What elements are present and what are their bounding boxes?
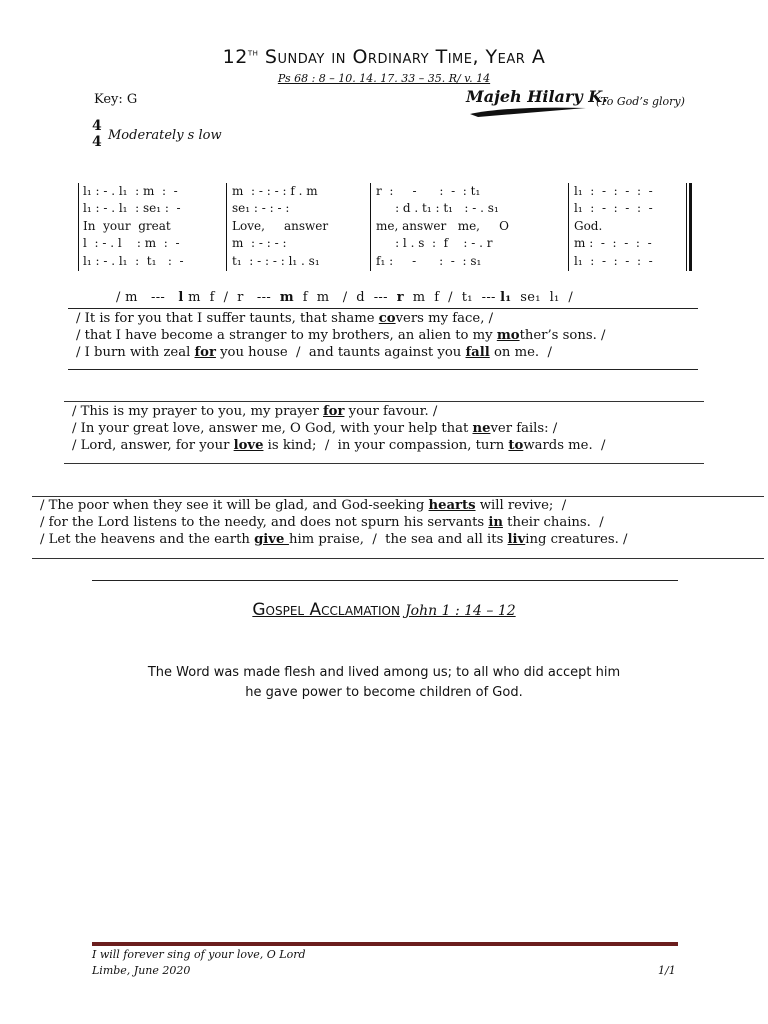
score-row [78,253,692,270]
score-row [78,235,692,252]
verse-text: / that I have become a stranger to my brothers, an alien to my [76,328,497,343]
score-cell: se₁ : - : - : [232,201,290,216]
score-cell: l₁ : - . l₁ : m : - [83,184,178,198]
verse-text: you house / and taunts against you [215,345,466,360]
psalm-reference: Ps 68 : 8 – 10. 14. 17. 33 – 35. R/ v. 14 [277,72,491,85]
score-row [78,218,692,235]
verse-text: ing creatures. / [525,532,628,547]
tempo-marking: Moderately s low [108,128,222,143]
score-cell: : d . t₁ : t₁ : - . s₁ [376,201,499,216]
verse-line [76,310,605,327]
key-signature: Key: G [94,92,138,107]
score-cell: m : - : - : - [574,236,652,251]
verse-text: / for the Lord listens to the needy, and does not spurn his servants [40,515,489,530]
verse-text: wards me. / [523,438,606,453]
score-cell: In your great [83,218,171,233]
score-cell: me, answer me, O [376,218,509,233]
score-cell: God. [574,218,603,233]
accented-syllable: for [194,345,216,360]
verse-line [72,403,606,420]
gospel-acclamation-title: Gospel Acclamation [252,600,400,620]
verse-line [40,514,627,531]
acclamation-line: he gave power to become children of God. [245,685,523,700]
verse-text: is kind; / in your compassion, turn [263,438,509,453]
accented-syllable: mo [496,328,520,343]
verse-text: will revive; / [475,498,567,513]
accent-note: l₁ [500,290,512,305]
refrain-solfa [116,290,573,305]
solfa-text: / m --- [116,290,179,305]
divider [64,463,704,464]
score-cell: r : - : - : t₁ [376,184,481,198]
accent-note: m [279,290,294,305]
dedication: (To God’s glory) [596,95,685,108]
verse-text: your favour. / [344,404,438,419]
verse-line [76,327,605,344]
stanza-1 [76,310,605,361]
acclamation-line: The Word was made flesh and lived among us; to all who did accept him [147,665,621,680]
accented-syllable: ne [472,421,491,436]
section-divider [92,580,678,581]
footer-place-date: Limbe, June 2020 [92,964,191,977]
verse-text: ther’s sons. / [519,328,606,343]
accented-syllable: co [378,311,396,326]
score-cell: m : - : - : f . m [232,184,318,198]
verse-text: / The poor when they see it will be glad, and God-seeking [40,498,429,513]
accent-note: l [178,290,184,305]
verse-line [40,497,627,514]
verse-text: / Lord, answer, for your [72,438,234,453]
accented-syllable: hearts [428,498,476,513]
solfa-text: m f / r --- [183,290,280,305]
footer-motto: I will forever sing of your love, O Lord [92,948,306,961]
divider [32,558,764,559]
verse-text: / It is for you that I suffer taunts, that shame [76,311,379,326]
solfa-text: f m / d --- [293,290,397,305]
accent-note: r [396,290,404,305]
score-cell: t₁ : - : - : l₁ . s₁ [232,253,320,268]
verse-text: him praise, / the sea and all its [288,532,508,547]
page-title: 12th Sunday in Ordinary Time, Year A [222,46,546,68]
score-cell: : l . s : f : - . r [376,236,493,251]
solfa-score [78,183,692,271]
verse-text: / This is my prayer to you, my prayer [72,404,323,419]
divider [64,401,704,402]
score-cell: f₁ : - : - : s₁ [376,253,482,268]
score-cell: Love, answer [232,218,329,233]
verse-text: vers my face, / [395,311,494,326]
accented-syllable: fall [465,345,490,360]
accented-syllable: give [254,532,289,547]
verse-line [76,344,605,361]
verse-text: on me. / [489,345,552,360]
score-row [78,200,692,217]
verse-line [72,420,606,437]
gospel-acclamation-text [0,663,768,703]
verse-text: / In your great love, answer me, O God, with your help that [72,421,473,436]
accented-syllable: love [233,438,264,453]
stanza-2 [72,403,606,454]
score-row [78,183,692,200]
accented-syllable: to [508,438,524,453]
footer-rule [92,942,678,946]
score-cell: l₁ : - : - : - [574,201,653,216]
verse-text: / I burn with zeal [76,345,195,360]
score-cell: l₁ : - : - : - [574,184,653,198]
stanza-3 [40,497,627,548]
score-cell: l₁ : - . l₁ : t₁ : - [83,253,184,268]
divider [68,369,698,370]
score-cell: m : - : - : [232,236,287,251]
solfa-text: se₁ l₁ / [511,290,574,305]
solfa-text: m f / t₁ --- [403,290,501,305]
score-cell: l : - . l : m : - [83,236,180,251]
composer-signature: Majeh Hilary K. [466,87,608,106]
page-number: 1/1 [658,964,676,977]
gospel-acclamation-reference: John 1 : 14 – 12 [405,603,516,619]
gospel-acclamation-heading [0,600,768,620]
verse-line [72,437,606,454]
accented-syllable: liv [507,532,526,547]
signature-flourish [468,104,588,118]
verse-text: / Let the heavens and the earth [40,532,255,547]
verse-line [40,531,627,548]
accented-syllable: for [323,404,345,419]
accented-syllable: in [488,515,503,530]
divider [68,308,698,309]
score-cell: l₁ : - . l₁ : se₁ : - [83,201,181,216]
score-cell: l₁ : - : - : - [574,253,653,268]
time-signature: 4 4 [92,118,102,150]
verse-text: ver fails: / [490,421,558,436]
verse-text: their chains. / [502,515,604,530]
